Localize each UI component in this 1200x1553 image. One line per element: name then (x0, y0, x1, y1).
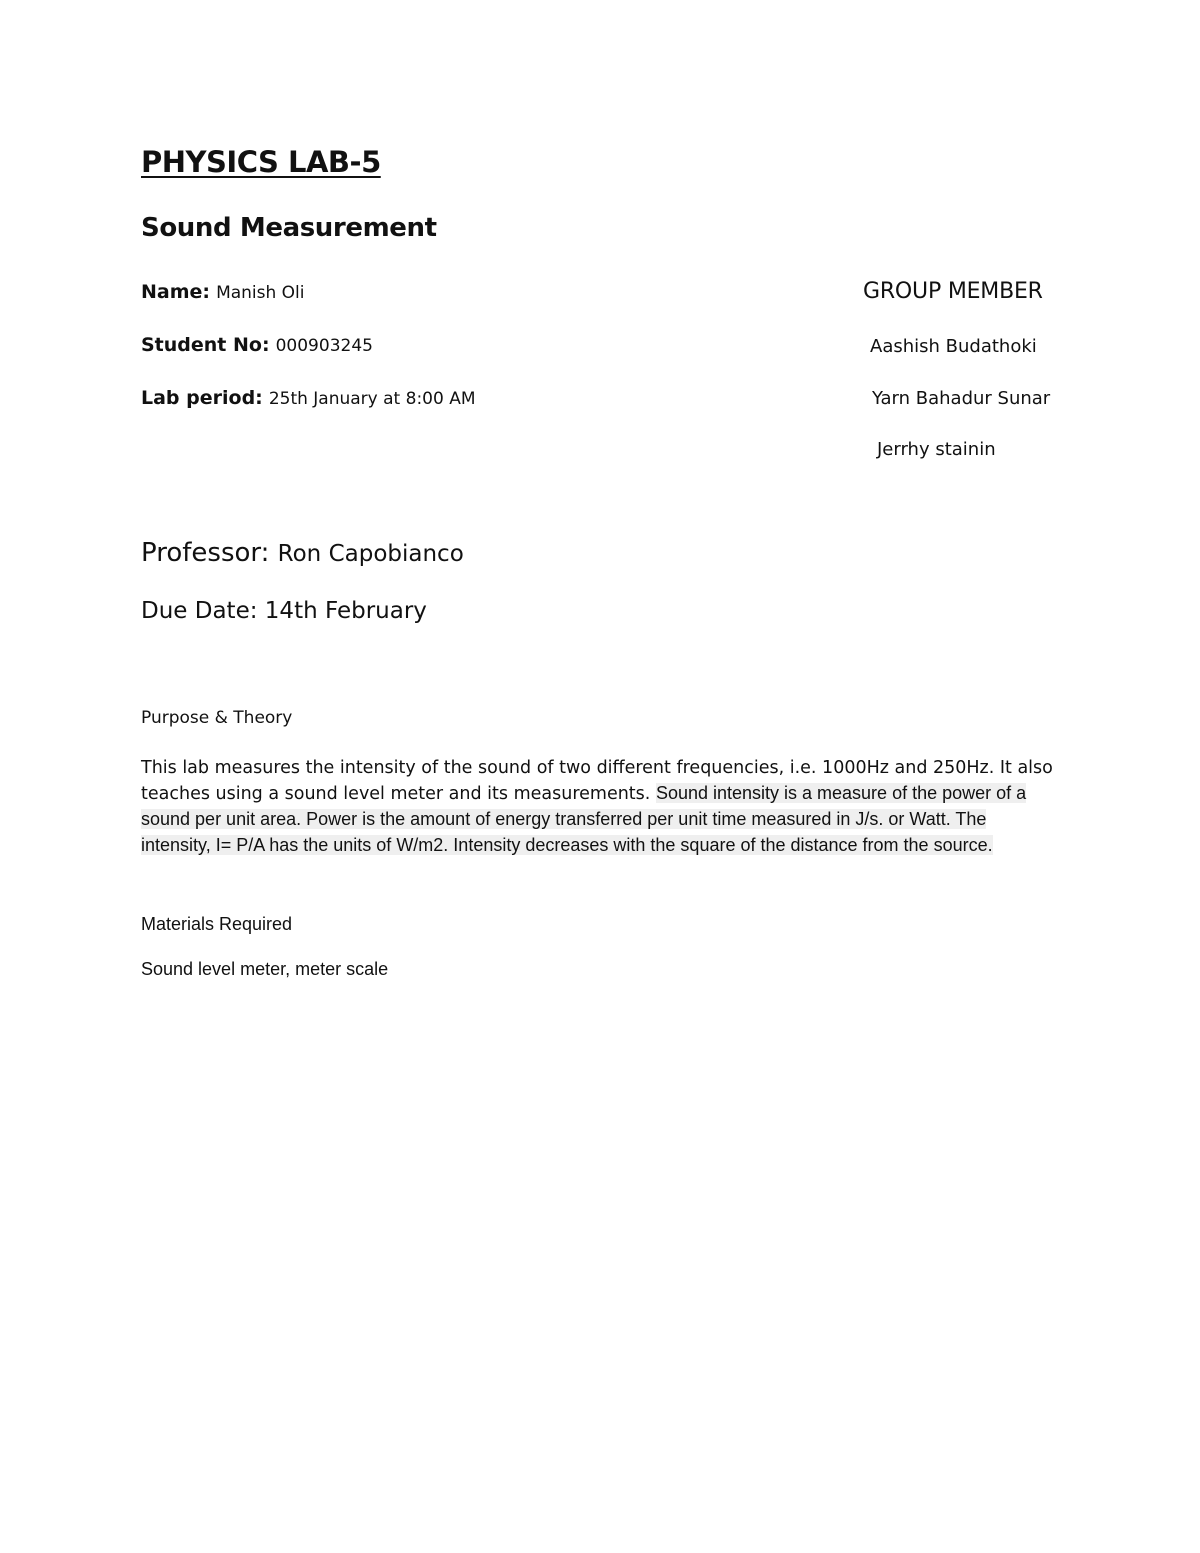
page-title: PHYSICS LAB-5 (141, 145, 381, 179)
group-member-item: Aashish Budathoki (870, 336, 1037, 357)
student-no-label: Student No: (141, 334, 270, 356)
due-date-label: Due Date: (141, 598, 258, 624)
name-value: Manish Oli (216, 283, 305, 303)
materials-text: Sound level meter, meter scale (141, 959, 389, 979)
professor-value: Ron Capobianco (277, 541, 464, 567)
professor-field (141, 538, 464, 568)
group-member-item: Jerrhy stainin (877, 439, 996, 460)
name-field (141, 281, 305, 303)
purpose-text-part2: Sound intensity is a measure of the power of a sound per unit area. Power is the amount of energy transferred per unit time measured in J/s. or Watt. The intensity, I= P/A has the units of W/m2. Intensity decreases with the square of the distance from the source. (141, 783, 1027, 855)
group-member-item: Yarn Bahadur Sunar (872, 388, 1051, 409)
purpose-heading: Purpose & Theory (141, 708, 293, 728)
lab-period-field (141, 387, 476, 409)
lab-period-label: Lab period: (141, 387, 263, 409)
student-no-value: 000903245 (275, 336, 373, 356)
page-subtitle: Sound Measurement (141, 213, 437, 243)
due-date-field (141, 598, 427, 624)
name-label: Name: (141, 281, 211, 303)
student-no-field (141, 334, 373, 356)
purpose-paragraph (141, 756, 1061, 859)
purpose-text-part1: This lab measures the intensity of the sound of two different frequencies, i.e. 1000Hz and 250Hz. It also teaches using a sound level meter and its measurements. (141, 758, 1053, 804)
lab-period-value: 25th January at 8:00 AM (268, 389, 476, 409)
professor-label: Professor: (141, 538, 270, 568)
due-date-value: 14th February (264, 598, 427, 624)
group-member-title: GROUP MEMBER (863, 279, 1043, 304)
materials-heading: Materials Required (141, 914, 293, 934)
